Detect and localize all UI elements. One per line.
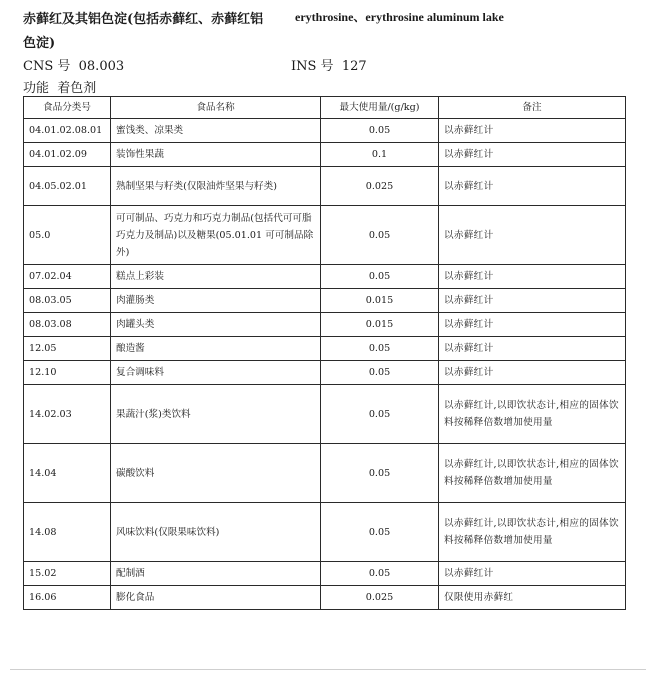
cell-food-code: 04.01.02.09 [24, 143, 111, 167]
header-max-usage: 最大使用量/(g/kg) [321, 97, 439, 119]
title-cn-continued: 色淀) [23, 36, 56, 51]
table-row [24, 119, 626, 143]
cell-food-code: 12.10 [24, 361, 111, 385]
cell-food-name: 蜜饯类、凉果类 [111, 119, 321, 143]
cell-food-name: 熟制坚果与籽类(仅限油炸坚果与籽类) [111, 167, 321, 206]
ins-value: 127 [341, 59, 367, 74]
table-row [24, 143, 626, 167]
table-row [24, 361, 626, 385]
cell-remarks: 以赤藓红计 [439, 206, 626, 265]
ins-label: INS 号 [291, 59, 334, 74]
cell-food-name: 装饰性果蔬 [111, 143, 321, 167]
cell-food-code: 07.02.04 [24, 265, 111, 289]
cell-max-usage: 0.025 [321, 167, 439, 206]
table-header-row [24, 97, 626, 119]
cell-max-usage: 0.1 [321, 143, 439, 167]
cell-remarks: 以赤藓红计 [439, 265, 626, 289]
usage-table [23, 96, 626, 610]
cell-max-usage: 0.015 [321, 289, 439, 313]
title-row [23, 6, 643, 28]
cell-remarks: 以赤藓红计 [439, 562, 626, 586]
cns-value: 08.003 [78, 59, 125, 74]
function-row [23, 77, 96, 96]
cell-max-usage: 0.05 [321, 337, 439, 361]
table-body [24, 119, 626, 610]
cell-food-code: 04.05.02.01 [24, 167, 111, 206]
cell-food-name: 配制酒 [111, 562, 321, 586]
cell-remarks: 以赤藓红计 [439, 119, 626, 143]
function-value: 着色剂 [57, 81, 97, 96]
cell-max-usage: 0.025 [321, 586, 439, 610]
cell-food-name: 复合调味料 [111, 361, 321, 385]
cell-max-usage: 0.05 [321, 503, 439, 562]
cell-max-usage: 0.05 [321, 265, 439, 289]
table-row [24, 167, 626, 206]
cell-food-code: 14.04 [24, 444, 111, 503]
cell-food-name: 可可制品、巧克力和巧克力制品(包括代可可脂巧克力及制品)以及糖果(05.01.01 可可制品除外) [111, 206, 321, 265]
cell-max-usage: 0.05 [321, 562, 439, 586]
table-row [24, 562, 626, 586]
cell-max-usage: 0.05 [321, 385, 439, 444]
header-food-name: 食品名称 [111, 97, 321, 119]
table-row [24, 503, 626, 562]
title-cn: 赤藓红及其铝色淀(包括赤藓红、赤藓红铝 [23, 12, 264, 27]
cell-food-code: 14.08 [24, 503, 111, 562]
cell-food-code: 15.02 [24, 562, 111, 586]
cell-remarks: 以赤藓红计 [439, 313, 626, 337]
cell-remarks: 以赤藓红计 [439, 361, 626, 385]
page-bottom-rule [10, 669, 646, 670]
cell-food-code: 04.01.02.08.01 [24, 119, 111, 143]
cell-remarks: 以赤藓红计,以即饮状态计,相应的固体饮料按稀释倍数增加使用量 [439, 503, 626, 562]
table-row [24, 385, 626, 444]
header-block [23, 6, 643, 96]
cell-food-name: 糕点上彩装 [111, 265, 321, 289]
cell-remarks: 以赤藓红计 [439, 167, 626, 206]
cell-food-name: 膨化食品 [111, 586, 321, 610]
ins-number [291, 55, 367, 74]
cell-food-code: 05.0 [24, 206, 111, 265]
cell-food-code: 08.03.05 [24, 289, 111, 313]
function-label: 功能 [23, 81, 50, 96]
cell-food-code: 16.06 [24, 586, 111, 610]
cell-food-code: 08.03.08 [24, 313, 111, 337]
cell-remarks: 以赤藓红计 [439, 289, 626, 313]
cell-max-usage: 0.05 [321, 444, 439, 503]
cell-food-name: 酿造酱 [111, 337, 321, 361]
cns-label: CNS 号 [23, 59, 71, 74]
cell-remarks: 仅限使用赤藓红 [439, 586, 626, 610]
cns-number [23, 55, 124, 74]
table-row [24, 313, 626, 337]
cell-remarks: 以赤藓红计 [439, 143, 626, 167]
cell-max-usage: 0.015 [321, 313, 439, 337]
cell-food-name: 肉灌肠类 [111, 289, 321, 313]
cell-food-code: 14.02.03 [24, 385, 111, 444]
cell-max-usage: 0.05 [321, 206, 439, 265]
table-row [24, 265, 626, 289]
cell-food-name: 肉罐头类 [111, 313, 321, 337]
cell-max-usage: 0.05 [321, 119, 439, 143]
header-food-code: 食品分类号 [24, 97, 111, 119]
cell-food-code: 12.05 [24, 337, 111, 361]
cell-max-usage: 0.05 [321, 361, 439, 385]
cell-remarks: 以赤藓红计 [439, 337, 626, 361]
table-row [24, 206, 626, 265]
cell-food-name: 碳酸饮料 [111, 444, 321, 503]
cell-remarks: 以赤藓红计,以即饮状态计,相应的固体饮料按稀释倍数增加使用量 [439, 444, 626, 503]
table-row [24, 444, 626, 503]
title-en: erythrosine、erythrosine aluminum lake [295, 10, 504, 24]
table-row [24, 337, 626, 361]
header-remarks: 备注 [439, 97, 626, 119]
table-row [24, 586, 626, 610]
cell-food-name: 果蔬汁(浆)类饮料 [111, 385, 321, 444]
table-row [24, 289, 626, 313]
cell-food-name: 风味饮料(仅限果味饮料) [111, 503, 321, 562]
cell-remarks: 以赤藓红计,以即饮状态计,相应的固体饮料按稀释倍数增加使用量 [439, 385, 626, 444]
